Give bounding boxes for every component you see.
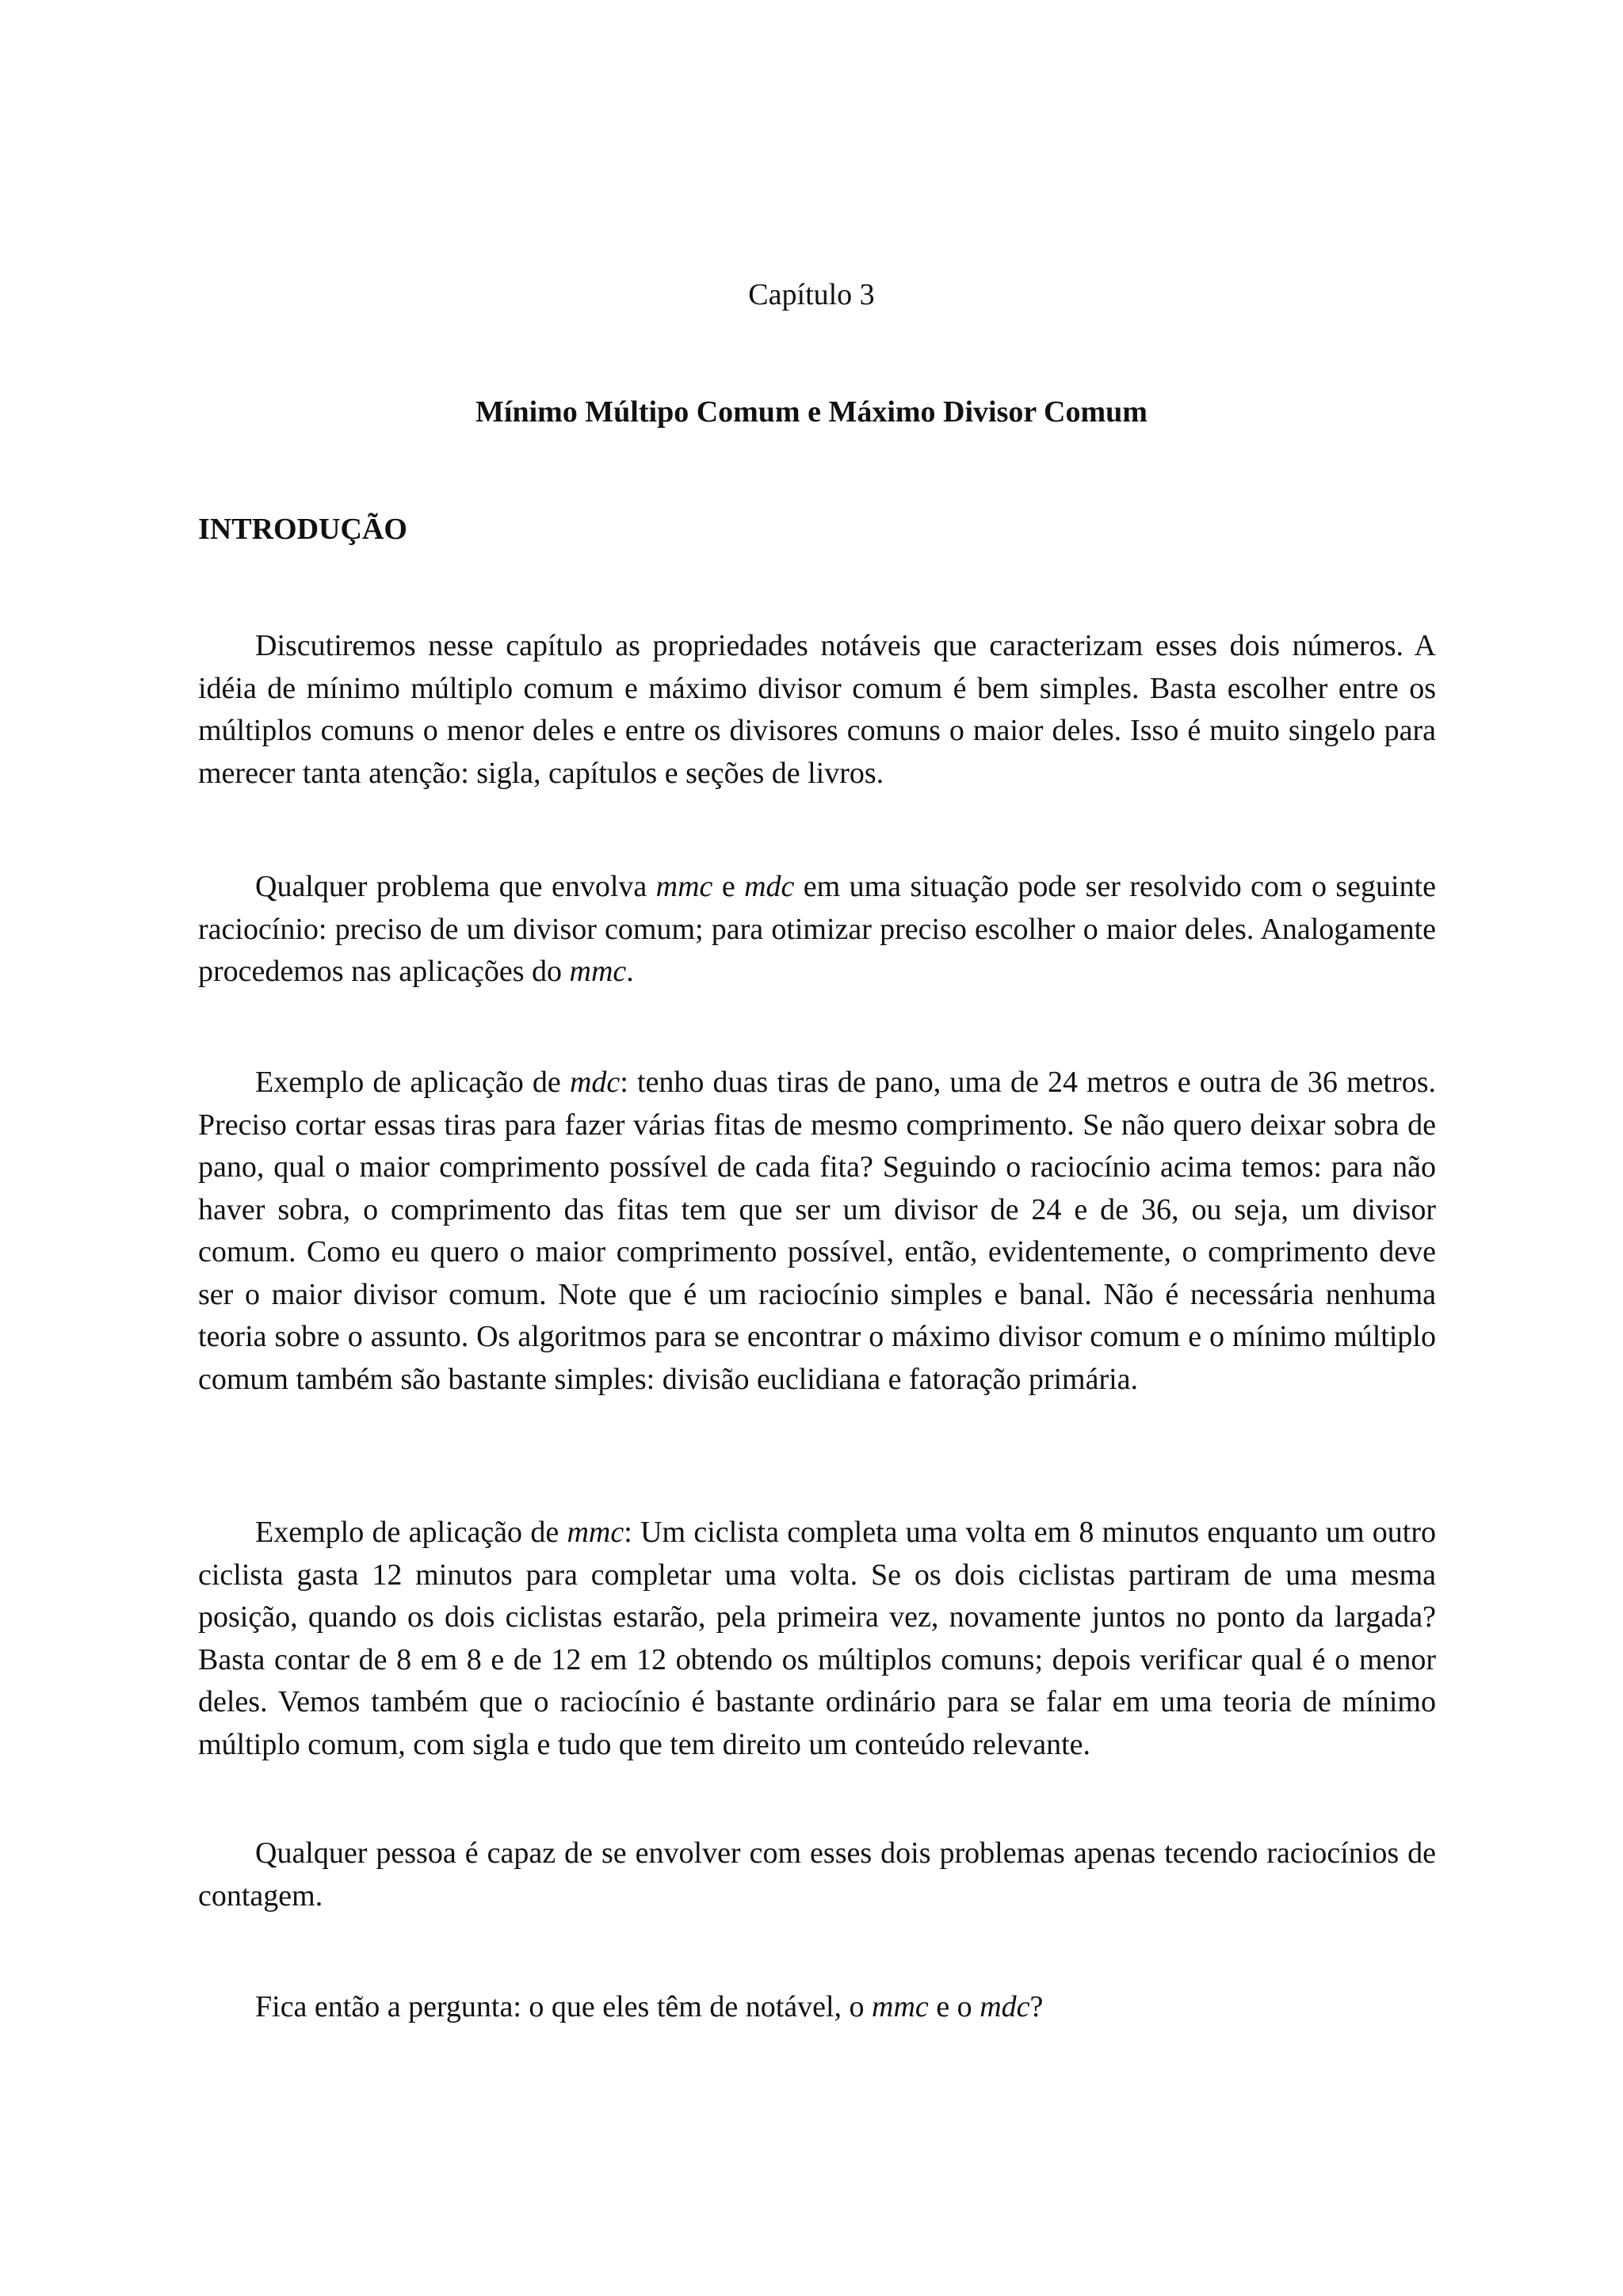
term-mmc: mmc <box>569 955 627 988</box>
paragraph-text: ? <box>1029 1990 1044 2023</box>
term-mdc: mdc <box>569 1066 621 1099</box>
term-mmc: mmc <box>567 1516 624 1549</box>
paragraph-text: Exemplo de aplicação de <box>255 1066 570 1099</box>
paragraph-mmc-example <box>198 1512 1436 1766</box>
chapter-label: Capítulo 3 <box>748 278 875 311</box>
paragraph-mdc-example <box>198 1062 1436 1401</box>
paragraph-text: e <box>712 870 745 903</box>
term-mdc: mdc <box>980 1990 1030 2023</box>
paragraph-text: e o <box>928 1990 980 2023</box>
term-mmc: mmc <box>872 1990 929 2023</box>
paragraph-counting <box>198 1833 1436 1917</box>
paragraph-question <box>198 1986 1436 2029</box>
chapter-title: Mínimo Múltipo Comum e Máximo Divisor Comum <box>475 395 1148 429</box>
paragraph-intro <box>198 625 1436 795</box>
paragraph-text: Qualquer pessoa é capaz de se envolver com esses dois problemas apenas tecendo raciocínios de contagem. <box>198 1836 1436 1913</box>
paragraph-text: Discutiremos nesse capítulo as propriedades notáveis que caracterizam esses dois números. A idéia de mínimo múltiplo comum e máximo divisor comum é bem simples. Basta escolher entre os múltiplos comuns o menor deles e entre os divisores comuns o maior deles. Isso é muito singelo para merecer tanta atenção: sigla, capítulos e seções de livros. <box>198 629 1436 790</box>
paragraph-text: em uma situação pode ser resolvido com o seguinte raciocínio: preciso de um divisor comum; para otimizar preciso escolher o maior deles. Analogamente procedemos nas aplicações do <box>198 870 1437 988</box>
paragraph-text: : tenho duas tiras de pano, uma de 24 metros e outra de 36 metros. Preciso cortar essas tiras para fazer várias fitas de mesmo comprimento. Se não quero deixar sobra de pano, qual o maior comprimento possível de cada fita? Seguindo o raciocínio acima temos: para não haver sobra, o comprimento das fitas tem que ser um divisor de 24 e de 36, ou seja, um divisor comum. Como eu quero o maior comprimento possível, então, evidentemente, o comprimento deve ser o maior divisor comum. Note que é um raciocínio simples e banal. Não é necessária nenhuma teoria sobre o assunto. Os algoritmos para se encontrar o máximo divisor comum e o mínimo múltiplo comum também são bastante simples: divisão euclidiana e fatoração primária. <box>198 1066 1436 1396</box>
paragraph-reasoning <box>198 866 1436 994</box>
paragraph-text: : Um ciclista completa uma volta em 8 minutos enquanto um outro ciclista gasta 12 minutos para completar uma volta. Se os dois ciclistas partiram de uma mesma posição, quando os dois ciclistas estarão, pela primeira vez, novamente juntos no ponto da largada? Basta contar de 8 em 8 e de 12 em 12 obtendo os múltiplos comuns; depois verificar qual é o menor deles. Vemos também que o raciocínio é bastante ordinário para se falar em uma teoria de mínimo múltiplo comum, com sigla e tudo que tem direito um conteúdo relevante. <box>198 1516 1437 1761</box>
term-mmc: mmc <box>655 870 713 903</box>
section-heading: INTRODUÇÃO <box>198 513 407 546</box>
paragraph-text: Exemplo de aplicação de <box>255 1516 567 1549</box>
paragraph-text: Qualquer problema que envolva <box>255 870 656 903</box>
paragraph-text: Fica então a pergunta: o que eles têm de notável, o <box>255 1990 873 2023</box>
paragraph-text: . <box>626 955 634 988</box>
term-mdc: mdc <box>744 870 795 903</box>
